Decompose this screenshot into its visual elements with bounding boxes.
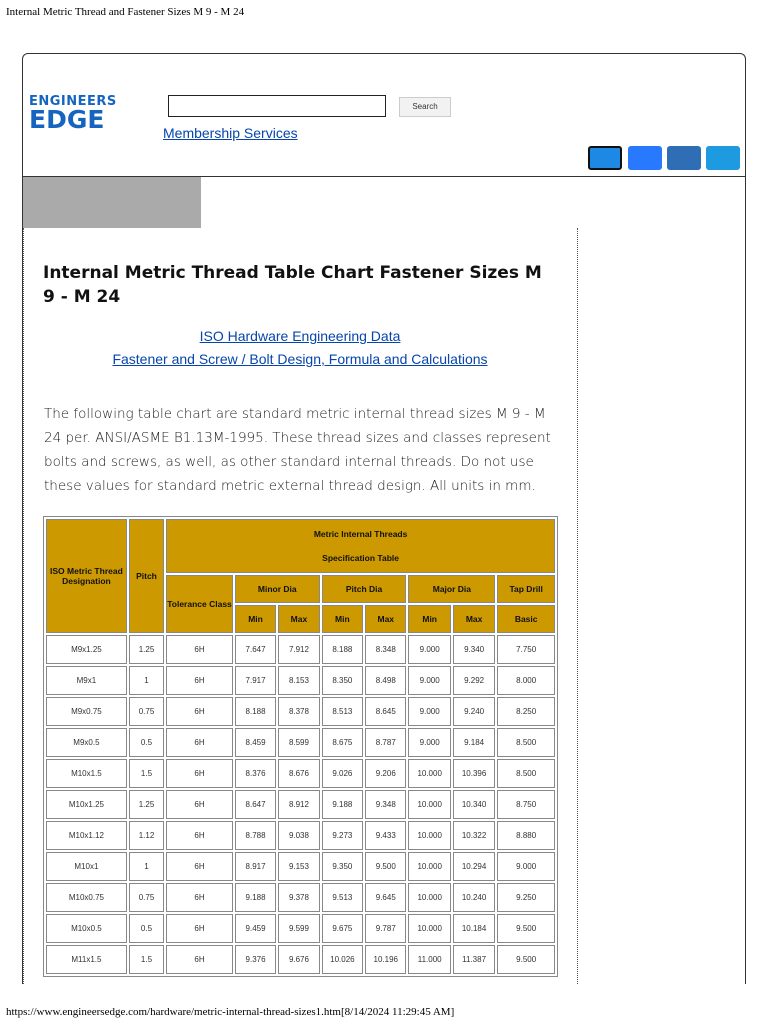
table-cell: 8.750	[497, 790, 555, 819]
table-row	[46, 759, 555, 788]
table-cell: M11x1.5	[46, 945, 127, 974]
print-page-title: Internal Metric Thread and Fastener Sizes M 9 - M 24	[6, 6, 245, 18]
table-cell: 8.788	[235, 821, 276, 850]
table-cell: M10x0.75	[46, 883, 127, 912]
table-cell: 10.240	[453, 883, 495, 912]
table-cell: 8.350	[322, 666, 363, 695]
table-cell: 0.5	[129, 914, 164, 943]
table-cell: 7.647	[235, 635, 276, 664]
table-cell: 9.433	[365, 821, 406, 850]
table-cell: 6H	[166, 790, 233, 819]
table-cell: 9.348	[365, 790, 406, 819]
ad-placeholder-block	[23, 177, 201, 228]
header-pitch-min: Min	[322, 605, 363, 633]
table-cell: 8.647	[235, 790, 276, 819]
table-cell: 9.500	[497, 945, 555, 974]
table-cell: 8.376	[235, 759, 276, 788]
table-cell: 1.5	[129, 945, 164, 974]
table-cell: 9.513	[322, 883, 363, 912]
social-share-button-4[interactable]	[706, 146, 740, 170]
table-cell: M10x1	[46, 852, 127, 881]
table-cell: 8.787	[365, 728, 406, 757]
table-cell: 8.599	[278, 728, 319, 757]
search-input[interactable]	[168, 95, 386, 117]
table-cell: 10.000	[408, 759, 450, 788]
table-cell: 0.75	[129, 697, 164, 726]
table-cell: 10.294	[453, 852, 495, 881]
site-logo[interactable]	[29, 94, 157, 134]
table-cell: 1.25	[129, 790, 164, 819]
header-designation	[46, 519, 127, 633]
table-cell: 9.645	[365, 883, 406, 912]
table-cell: 10.000	[408, 790, 450, 819]
header-pitch: Pitch	[129, 519, 164, 633]
table-cell: 9.500	[365, 852, 406, 881]
table-cell: 9.000	[497, 852, 555, 881]
table-cell: 9.675	[322, 914, 363, 943]
header-pitch-dia: Pitch Dia	[322, 575, 407, 603]
header-tap-basic: Basic	[497, 605, 555, 633]
header-group-line1: Metric Internal Threads	[313, 529, 408, 539]
table-cell: 9.459	[235, 914, 276, 943]
header-minor-dia: Minor Dia	[235, 575, 320, 603]
site-header	[23, 54, 745, 177]
header-minor-min: Min	[235, 605, 276, 633]
table-cell: 11.387	[453, 945, 495, 974]
table-cell: 0.75	[129, 883, 164, 912]
table-cell: 6H	[166, 728, 233, 757]
table-cell: 9.026	[322, 759, 363, 788]
table-cell: 9.000	[408, 666, 450, 695]
table-cell: 8.675	[322, 728, 363, 757]
table-cell: 6H	[166, 821, 233, 850]
table-cell: 8.513	[322, 697, 363, 726]
table-cell: 6H	[166, 697, 233, 726]
table-cell: 6H	[166, 635, 233, 664]
table-cell: 9.273	[322, 821, 363, 850]
table-cell: 10.340	[453, 790, 495, 819]
table-cell: 9.000	[408, 697, 450, 726]
table-cell: 8.459	[235, 728, 276, 757]
table-cell: 1	[129, 666, 164, 695]
table-cell: 10.000	[408, 914, 450, 943]
print-footer-url: https://www.engineersedge.com/hardware/metric-internal-thread-sizes1.htm[8/14/2024 11:29:45 AM]	[6, 1006, 455, 1018]
table-cell: 9.000	[408, 635, 450, 664]
table-cell: 9.376	[235, 945, 276, 974]
table-cell: 7.917	[235, 666, 276, 695]
table-cell: 10.184	[453, 914, 495, 943]
table-cell: M10x1.5	[46, 759, 127, 788]
page-frame	[22, 53, 746, 984]
social-share-button-3[interactable]	[667, 146, 701, 170]
header-group	[166, 519, 555, 573]
table-cell: 9.500	[497, 914, 555, 943]
social-share-button-1[interactable]	[588, 146, 622, 170]
header-major-max: Max	[453, 605, 495, 633]
table-cell: 9.378	[278, 883, 319, 912]
table-cell: 9.153	[278, 852, 319, 881]
table-cell: 9.292	[453, 666, 495, 695]
table-cell: 6H	[166, 914, 233, 943]
fastener-design-link[interactable]: Fastener and Screw / Bolt Design, Formula and Calculations	[112, 351, 488, 367]
table-row	[46, 821, 555, 850]
table-cell: M10x1.12	[46, 821, 127, 850]
table-row	[46, 635, 555, 664]
membership-services-link[interactable]: Membership Services	[163, 125, 298, 141]
table-cell: 6H	[166, 883, 233, 912]
table-cell: 1.12	[129, 821, 164, 850]
table-cell: 1	[129, 852, 164, 881]
intro-paragraph: The following table chart are standard metric internal thread sizes M 9 - M 24 per. ANSI/ASME B1.13M-1995. These thread sizes and classes represent bolts and screws, as well, as other standard internal threads. Do not use these values for standard metric external thread design. All units in mm.	[44, 406, 551, 494]
table-cell: 6H	[166, 666, 233, 695]
table-row	[46, 666, 555, 695]
table-cell: M9x0.75	[46, 697, 127, 726]
table-cell: 6H	[166, 945, 233, 974]
table-cell: 10.000	[408, 821, 450, 850]
table-cell: 10.000	[408, 852, 450, 881]
table-cell: 7.750	[497, 635, 555, 664]
table-cell: 8.676	[278, 759, 319, 788]
table-cell: 10.026	[322, 945, 363, 974]
logo-text-top: ENGINEERS	[29, 94, 117, 109]
table-cell: 8.500	[497, 759, 555, 788]
header-major-min: Min	[408, 605, 450, 633]
table-cell: 7.912	[278, 635, 319, 664]
content-divider	[577, 228, 578, 984]
table-cell: 8.188	[235, 697, 276, 726]
table-cell: 6H	[166, 759, 233, 788]
table-cell: 8.378	[278, 697, 319, 726]
iso-hardware-link[interactable]: ISO Hardware Engineering Data	[199, 328, 401, 344]
header-group-line2: Specification Table	[322, 553, 399, 563]
header-tap-drill: Tap Drill	[497, 575, 555, 603]
table-cell: 9.000	[408, 728, 450, 757]
table-cell: 9.787	[365, 914, 406, 943]
table-cell: 8.153	[278, 666, 319, 695]
thread-size-table	[43, 516, 558, 977]
table-cell: 9.184	[453, 728, 495, 757]
related-links	[23, 325, 577, 371]
table-cell: 1.5	[129, 759, 164, 788]
header-designation-label: ISO Metric Thread Designation	[50, 566, 123, 586]
table-cell: 9.206	[365, 759, 406, 788]
table-cell: 9.676	[278, 945, 319, 974]
header-tolerance: Tolerance Class	[166, 575, 233, 633]
table-cell: 9.599	[278, 914, 319, 943]
table-row	[46, 945, 555, 974]
table-cell: 8.188	[322, 635, 363, 664]
search-button[interactable]: Search	[399, 97, 451, 117]
table-row	[46, 852, 555, 881]
table-cell: 9.188	[235, 883, 276, 912]
table-cell: 11.000	[408, 945, 450, 974]
table-cell: 0.5	[129, 728, 164, 757]
table-cell: 10.196	[365, 945, 406, 974]
table-cell: 9.038	[278, 821, 319, 850]
table-cell: 8.498	[365, 666, 406, 695]
table-row	[46, 883, 555, 912]
table-cell: 9.250	[497, 883, 555, 912]
table-cell: 6H	[166, 852, 233, 881]
table-cell: 10.322	[453, 821, 495, 850]
table-cell: 9.340	[453, 635, 495, 664]
social-share-button-2[interactable]	[628, 146, 662, 170]
table-cell: M10x1.25	[46, 790, 127, 819]
table-cell: 8.880	[497, 821, 555, 850]
logo-text-bottom: EDGE	[29, 105, 105, 134]
table-row	[46, 697, 555, 726]
header-major-dia: Major Dia	[408, 575, 495, 603]
page-title: Internal Metric Thread Table Chart Fastener Sizes M 9 - M 24	[43, 263, 542, 307]
table-cell: 9.240	[453, 697, 495, 726]
table-row	[46, 914, 555, 943]
header-minor-max: Max	[278, 605, 319, 633]
table-row	[46, 728, 555, 757]
table-cell: 9.350	[322, 852, 363, 881]
table-cell: 1.25	[129, 635, 164, 664]
table-cell: M9x0.5	[46, 728, 127, 757]
table-cell: 10.396	[453, 759, 495, 788]
table-cell: 8.917	[235, 852, 276, 881]
table-cell: M9x1.25	[46, 635, 127, 664]
table-cell: 8.912	[278, 790, 319, 819]
table-cell: M10x0.5	[46, 914, 127, 943]
header-pitch-max: Max	[365, 605, 406, 633]
table-row	[46, 790, 555, 819]
table-cell: 8.500	[497, 728, 555, 757]
table-cell: 8.000	[497, 666, 555, 695]
table-cell: 10.000	[408, 883, 450, 912]
table-cell: 8.645	[365, 697, 406, 726]
table-cell: 8.348	[365, 635, 406, 664]
table-cell: M9x1	[46, 666, 127, 695]
table-cell: 9.188	[322, 790, 363, 819]
table-cell: 8.250	[497, 697, 555, 726]
